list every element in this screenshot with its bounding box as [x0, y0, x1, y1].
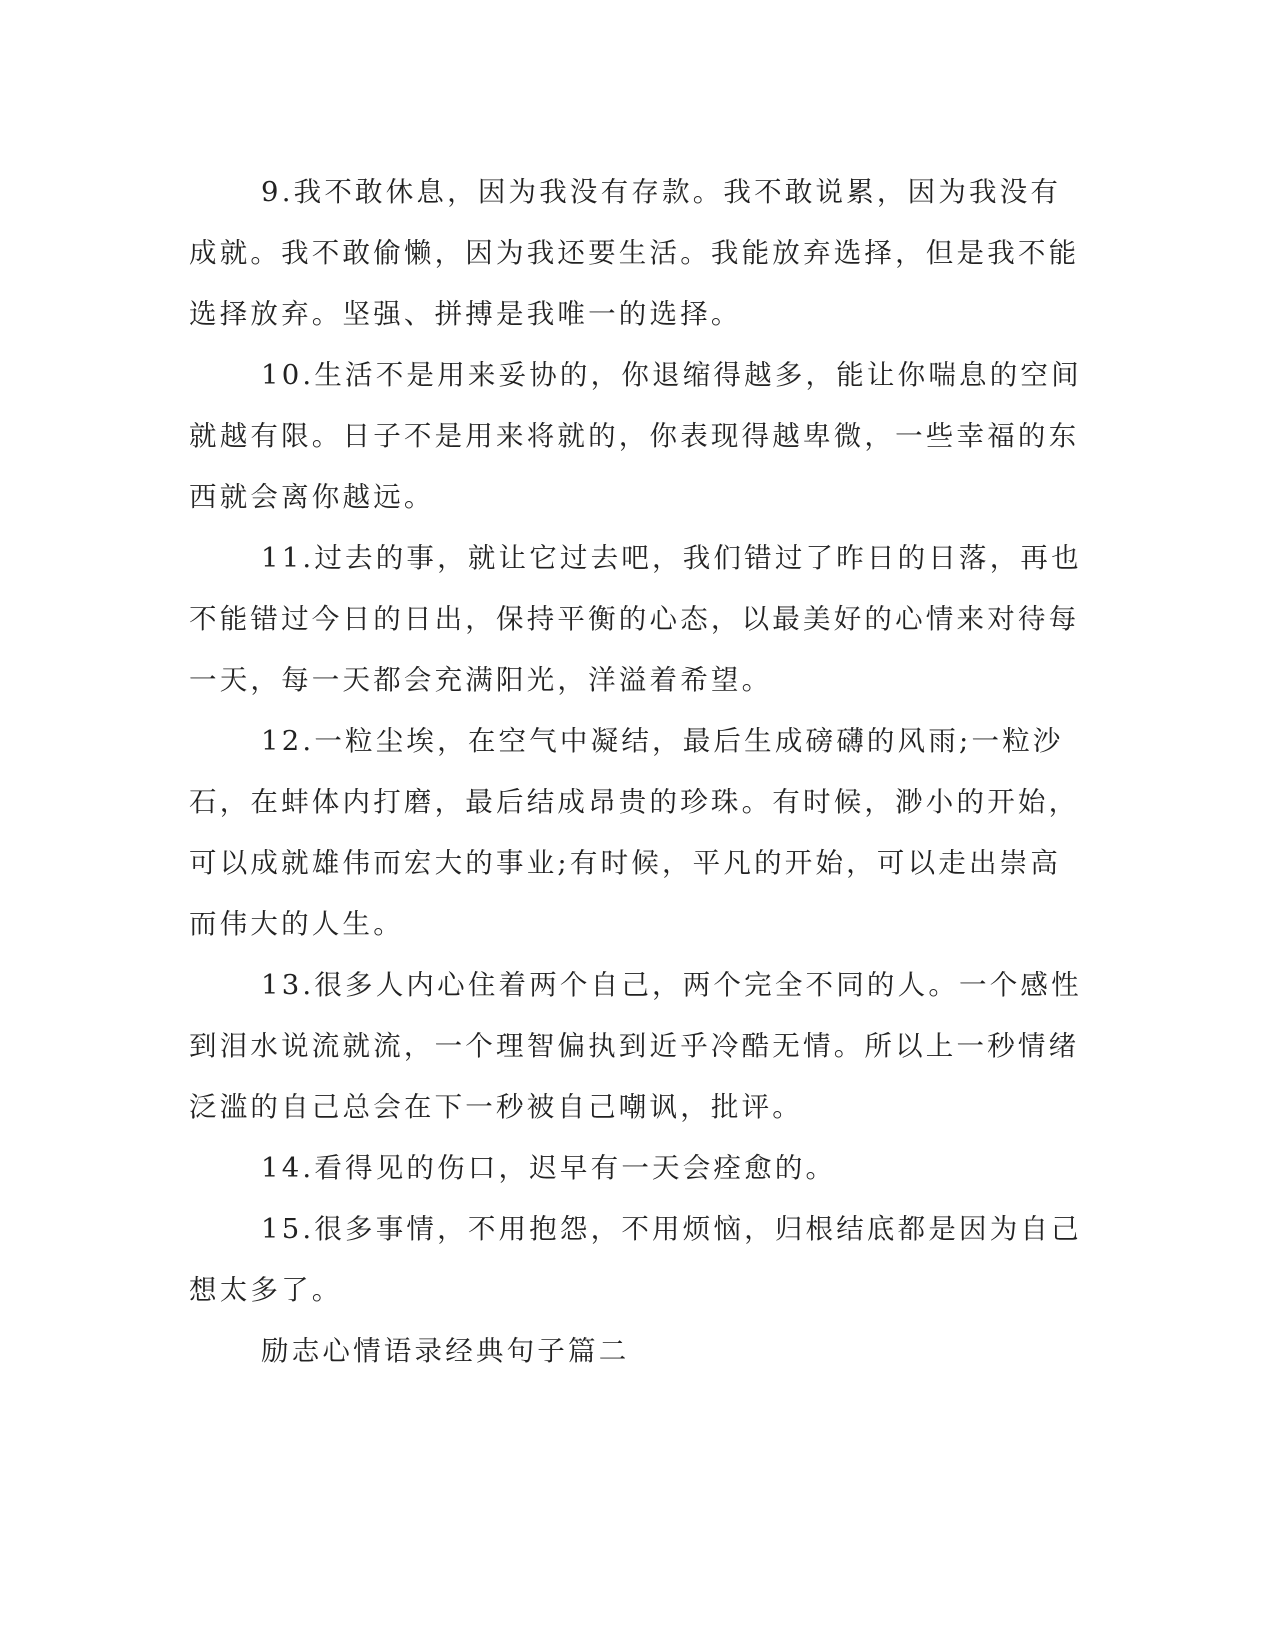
paragraph-14: 14.看得见的伤口，迟早有一天会痊愈的。: [261, 1152, 837, 1184]
paragraph-15: 15.很多事情，不用抱怨，不用烦恼，归根结底都是因为自己想太多了。: [189, 1213, 1082, 1306]
paragraph-11: 11.过去的事，就让它过去吧，我们错过了昨日的日落，再也不能错过今日的日出，保持平衡的心态，以最美好的心情来对待每一天，每一天都会充满阳光，洋溢着希望。: [189, 542, 1082, 696]
paragraph-10: 10.生活不是用来妥协的，你退缩得越多，能让你喘息的空间就越有限。日子不是用来将就的，你表现得越卑微，一些幸福的东西就会离你越远。: [189, 359, 1082, 513]
paragraph-13: 13.很多人内心住着两个自己，两个完全不同的人。一个感性到泪水说流就流，一个理智偏执到近乎冷酷无情。所以上一秒情绪泛滥的自己总会在下一秒被自己嘲讽，批评。: [189, 969, 1082, 1123]
section-heading: 励志心情语录经典句子篇二: [261, 1335, 630, 1367]
paragraph-9: 9.我不敢休息，因为我没有存款。我不敢说累，因为我没有成就。我不敢偷懒，因为我还要生活。我能放弃选择，但是我不能选择放弃。坚强、拼搏是我唯一的选择。: [189, 176, 1080, 330]
document-body: [189, 162, 1089, 1382]
paragraph-12: 12.一粒尘埃，在空气中凝结，最后生成磅礴的风雨;一粒沙石，在蚌体内打磨，最后结成昂贵的珍珠。有时候，渺小的开始，可以成就雄伟而宏大的事业;有时候，平凡的开始，可以走出崇高而伟大的人生。: [189, 725, 1080, 940]
